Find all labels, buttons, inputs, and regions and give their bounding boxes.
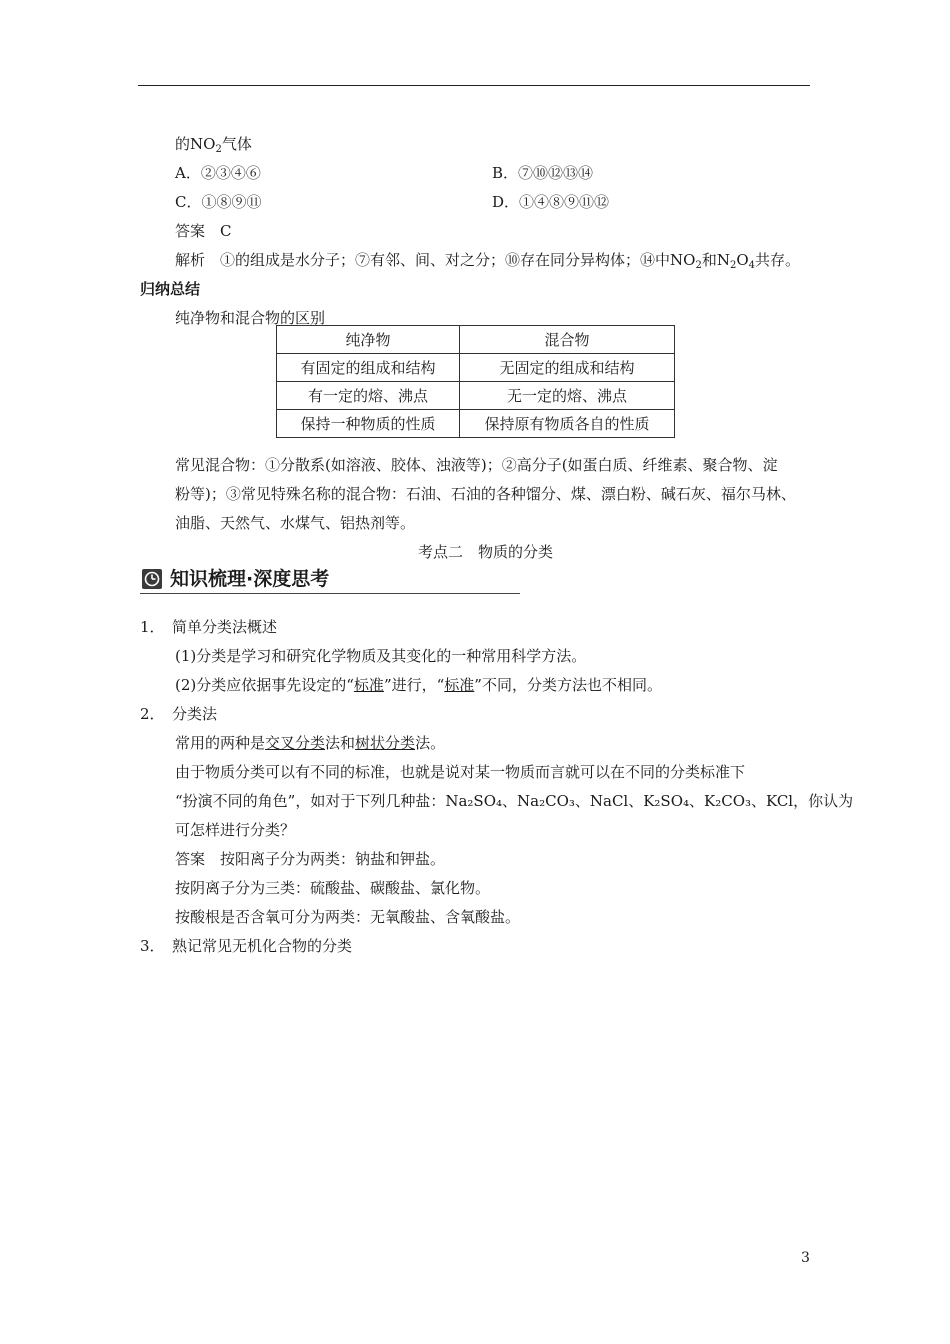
item-2-answer-2: 按阴离子分为三类：硫酸盐、碳酸盐、氯化物。 <box>175 879 491 897</box>
table-row <box>277 382 675 410</box>
option-c: C．①⑧⑨⑪ <box>175 193 262 211</box>
option-b: B．⑦⑩⑫⑬⑭ <box>492 164 594 182</box>
header-rule <box>138 85 810 86</box>
page-number: 3 <box>801 1250 810 1266</box>
item-2-paragraph-4: 可怎样进行分类？ <box>175 821 296 839</box>
table-header-cell: 纯净物 <box>277 326 460 354</box>
item-2-paragraph-3: “扮演不同的角色”，如对于下列几种盐：Na₂SO₄、Na₂CO₃、NaCl、K₂SO₄、K₂CO₃、KCl，你认为 <box>175 792 854 810</box>
section-banner-rule <box>140 593 520 594</box>
table-row <box>277 354 675 382</box>
mixtures-line-1: 常见混合物：①分散系(如溶液、胶体、浊液等)；②高分子(如蛋白质、纤维素、聚合物、淀 <box>175 456 778 474</box>
item-1-paragraph-1: (1)分类是学习和研究化学物质及其变化的一种常用科学方法。 <box>175 647 587 665</box>
option-d: D．①④⑧⑨⑪⑫ <box>492 193 610 211</box>
table-cell: 保持原有物质各自的性质 <box>460 410 675 438</box>
question-continuation: 的$NO_2$气体 <box>175 135 252 155</box>
mixtures-line-2: 粉等)；③常见特殊名称的混合物：石油、石油的各种馏分、煤、漂白粉、碱石灰、福尔马林、 <box>175 485 796 503</box>
table-header-cell: 混合物 <box>460 326 675 354</box>
item-2-paragraph-1: 常用的两种是交叉分类法和树状分类法。 <box>175 734 446 752</box>
answer-line: 答案 C <box>175 222 232 240</box>
table-cell: 无固定的组成和结构 <box>460 354 675 382</box>
clock-icon <box>142 569 162 589</box>
table-cell: 有固定的组成和结构 <box>277 354 460 382</box>
mixtures-line-3: 油脂、天然气、水煤气、铝热剂等。 <box>175 514 416 532</box>
table-header-row <box>277 326 675 354</box>
item-1-paragraph-2: (2)分类应依据事先设定的“标准”进行，“标准”不同，分类方法也不相同。 <box>175 676 662 694</box>
section-banner <box>140 567 520 593</box>
item-2-answer-1: 答案 按阳离子分为两类：钠盐和钾盐。 <box>175 850 446 868</box>
summary-heading: 归纳总结 <box>140 280 201 298</box>
item-2-answer-3: 按酸根是否含氧可分为两类：无氧酸盐、含氧酸盐。 <box>175 908 521 926</box>
table-cell: 保持一种物质的性质 <box>277 410 460 438</box>
item-2-title: 2． 分类法 <box>140 705 218 723</box>
comparison-table <box>276 325 675 438</box>
analysis-line: 解析 ①的组成是水分子；⑦有邻、间、对之分；⑩存在同分异构体；⑭中$NO_2$和$N_2O_4$共存。 <box>175 251 801 271</box>
topic-title: 考点二 物质的分类 <box>418 543 554 561</box>
table-row <box>277 410 675 438</box>
item-1-title: 1． 简单分类法概述 <box>140 618 278 636</box>
summary-intro: 纯净物和混合物的区别 <box>175 309 326 327</box>
table-cell: 有一定的熔、沸点 <box>277 382 460 410</box>
item-2-paragraph-2: 由于物质分类可以有不同的标准，也就是说对某一物质而言就可以在不同的分类标准下 <box>175 763 746 781</box>
item-3-title: 3． 熟记常见无机化合物的分类 <box>140 937 353 955</box>
table-cell: 无一定的熔、沸点 <box>460 382 675 410</box>
section-banner-title: 知识梳理·深度思考 <box>170 568 330 590</box>
option-a: A．②③④⑥ <box>175 164 261 182</box>
